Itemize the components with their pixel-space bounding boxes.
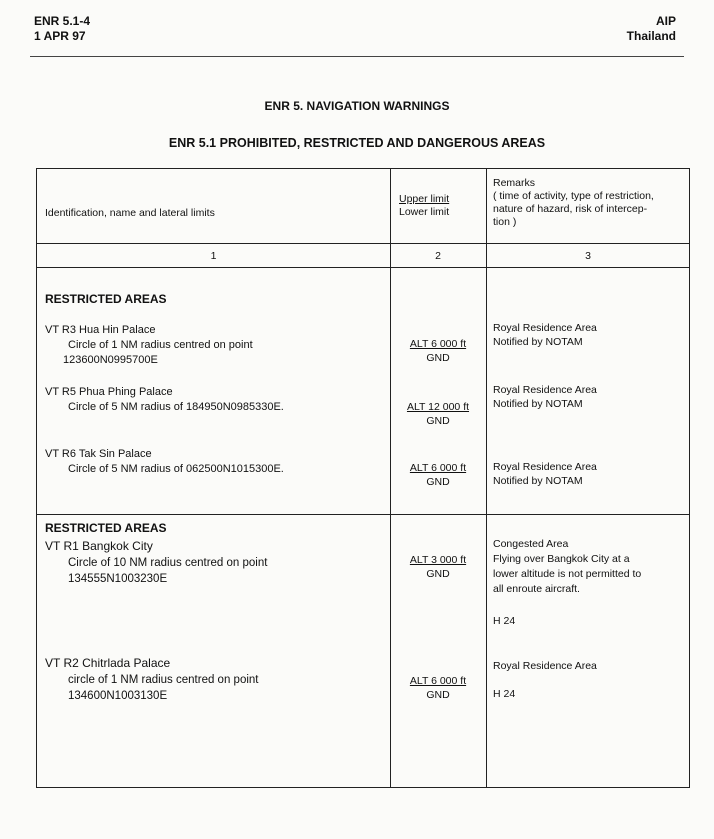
area-description (68, 338, 253, 352)
area-remarks (493, 537, 683, 629)
upper-limit: ALT 12 000 ft (406, 401, 470, 413)
remarks-header-text: tion ) (493, 216, 517, 228)
area-name: VT R6 Tak Sin Palace (45, 448, 152, 460)
section-title: ENR 5. NAVIGATION WARNINGS (264, 99, 450, 113)
column-number-3: 3 (585, 250, 591, 262)
altitude-limits (390, 337, 486, 365)
area-description (68, 555, 267, 587)
area-remarks (493, 383, 683, 411)
area-coordinates: 123600N0995700E (63, 354, 158, 366)
area-name: VT R1 Bangkok City (45, 539, 153, 553)
area-remarks (493, 659, 683, 701)
lower-limit: GND (426, 568, 450, 580)
document-date: 1 APR 97 (34, 29, 86, 43)
lower-limit: GND (426, 352, 450, 364)
altitude-limits (390, 461, 486, 489)
section-subtitle: ENR 5.1 PROHIBITED, RESTRICTED AND DANGEROUS AREAS (168, 136, 546, 150)
document-reference: ENR 5.1-4 (34, 14, 91, 28)
upper-limit: ALT 3 000 ft (409, 554, 467, 566)
remark-line: Notified by NOTAM (493, 336, 583, 348)
area-description: Circle of 5 NM radius of 184950N0985330E. (68, 401, 284, 413)
upper-limit: ALT 6 000 ft (409, 675, 467, 687)
area-description-line: Circle of 1 NM radius centred on point (68, 339, 253, 351)
section-heading: RESTRICTED AREAS (45, 292, 167, 306)
section-divider (37, 514, 689, 515)
area-description-line: circle of 1 NM radius centred on point (68, 674, 259, 686)
area-description (68, 672, 258, 704)
remarks-header-text: nature of hazard, risk of intercep- (493, 203, 648, 215)
remark-line: lower altitude is not permitted to (493, 568, 642, 580)
country-name: Thailand (626, 29, 676, 43)
areas-table (36, 168, 690, 788)
remarks-header-title: Remarks (493, 177, 536, 189)
remark-line: Royal Residence Area (493, 384, 597, 396)
upper-limit-header: Upper limit (399, 193, 450, 205)
area-description: Circle of 5 NM radius of 062500N1015300E. (68, 463, 284, 475)
altitude-limits (390, 674, 486, 702)
page-header-right (627, 14, 676, 44)
area-name: VT R3 Hua Hin Palace (45, 324, 156, 336)
column-number-2: 2 (435, 250, 441, 262)
header-row-divider (37, 243, 689, 244)
column-header-identification: Identification, name and lateral limits (45, 207, 215, 219)
lower-limit-header: Lower limit (399, 206, 450, 218)
header-divider (30, 56, 684, 57)
area-name: VT R5 Phua Phing Palace (45, 386, 173, 398)
area-coordinates: 134555N1003230E (68, 573, 168, 585)
lower-limit: GND (426, 415, 450, 427)
area-remarks (493, 460, 683, 488)
remarks-header-text: ( time of activity, type of restriction, (493, 190, 654, 202)
page-header-left (34, 14, 90, 44)
upper-limit: ALT 6 000 ft (409, 338, 467, 350)
remark-line: H 24 (493, 615, 516, 627)
remark-line: all enroute aircraft. (493, 583, 580, 595)
remark-line: Congested Area (493, 538, 569, 550)
altitude-limits (390, 553, 486, 581)
number-row-divider (37, 267, 689, 268)
remark-line: Royal Residence Area (493, 322, 597, 334)
remark-line: Notified by NOTAM (493, 398, 583, 410)
publication-name: AIP (655, 14, 676, 28)
area-coordinates: 134600N1003130E (68, 690, 168, 702)
remark-line: Royal Residence Area (493, 461, 597, 473)
altitude-limits (390, 400, 486, 428)
section-heading: RESTRICTED AREAS (45, 521, 167, 535)
remark-line: H 24 (493, 688, 516, 700)
column-number-1: 1 (210, 250, 217, 262)
lower-limit: GND (426, 689, 450, 701)
area-name: VT R2 Chitrlada Palace (45, 656, 171, 670)
area-description-line: Circle of 10 NM radius centred on point (68, 557, 268, 569)
remark-line: Notified by NOTAM (493, 475, 583, 487)
column-header-limits (399, 193, 449, 219)
lower-limit: GND (426, 476, 450, 488)
remark-line: Flying over Bangkok City at a (493, 553, 630, 565)
area-remarks (493, 321, 683, 349)
column-header-remarks (493, 177, 688, 229)
upper-limit: ALT 6 000 ft (409, 462, 467, 474)
remark-line: Royal Residence Area (493, 660, 597, 672)
